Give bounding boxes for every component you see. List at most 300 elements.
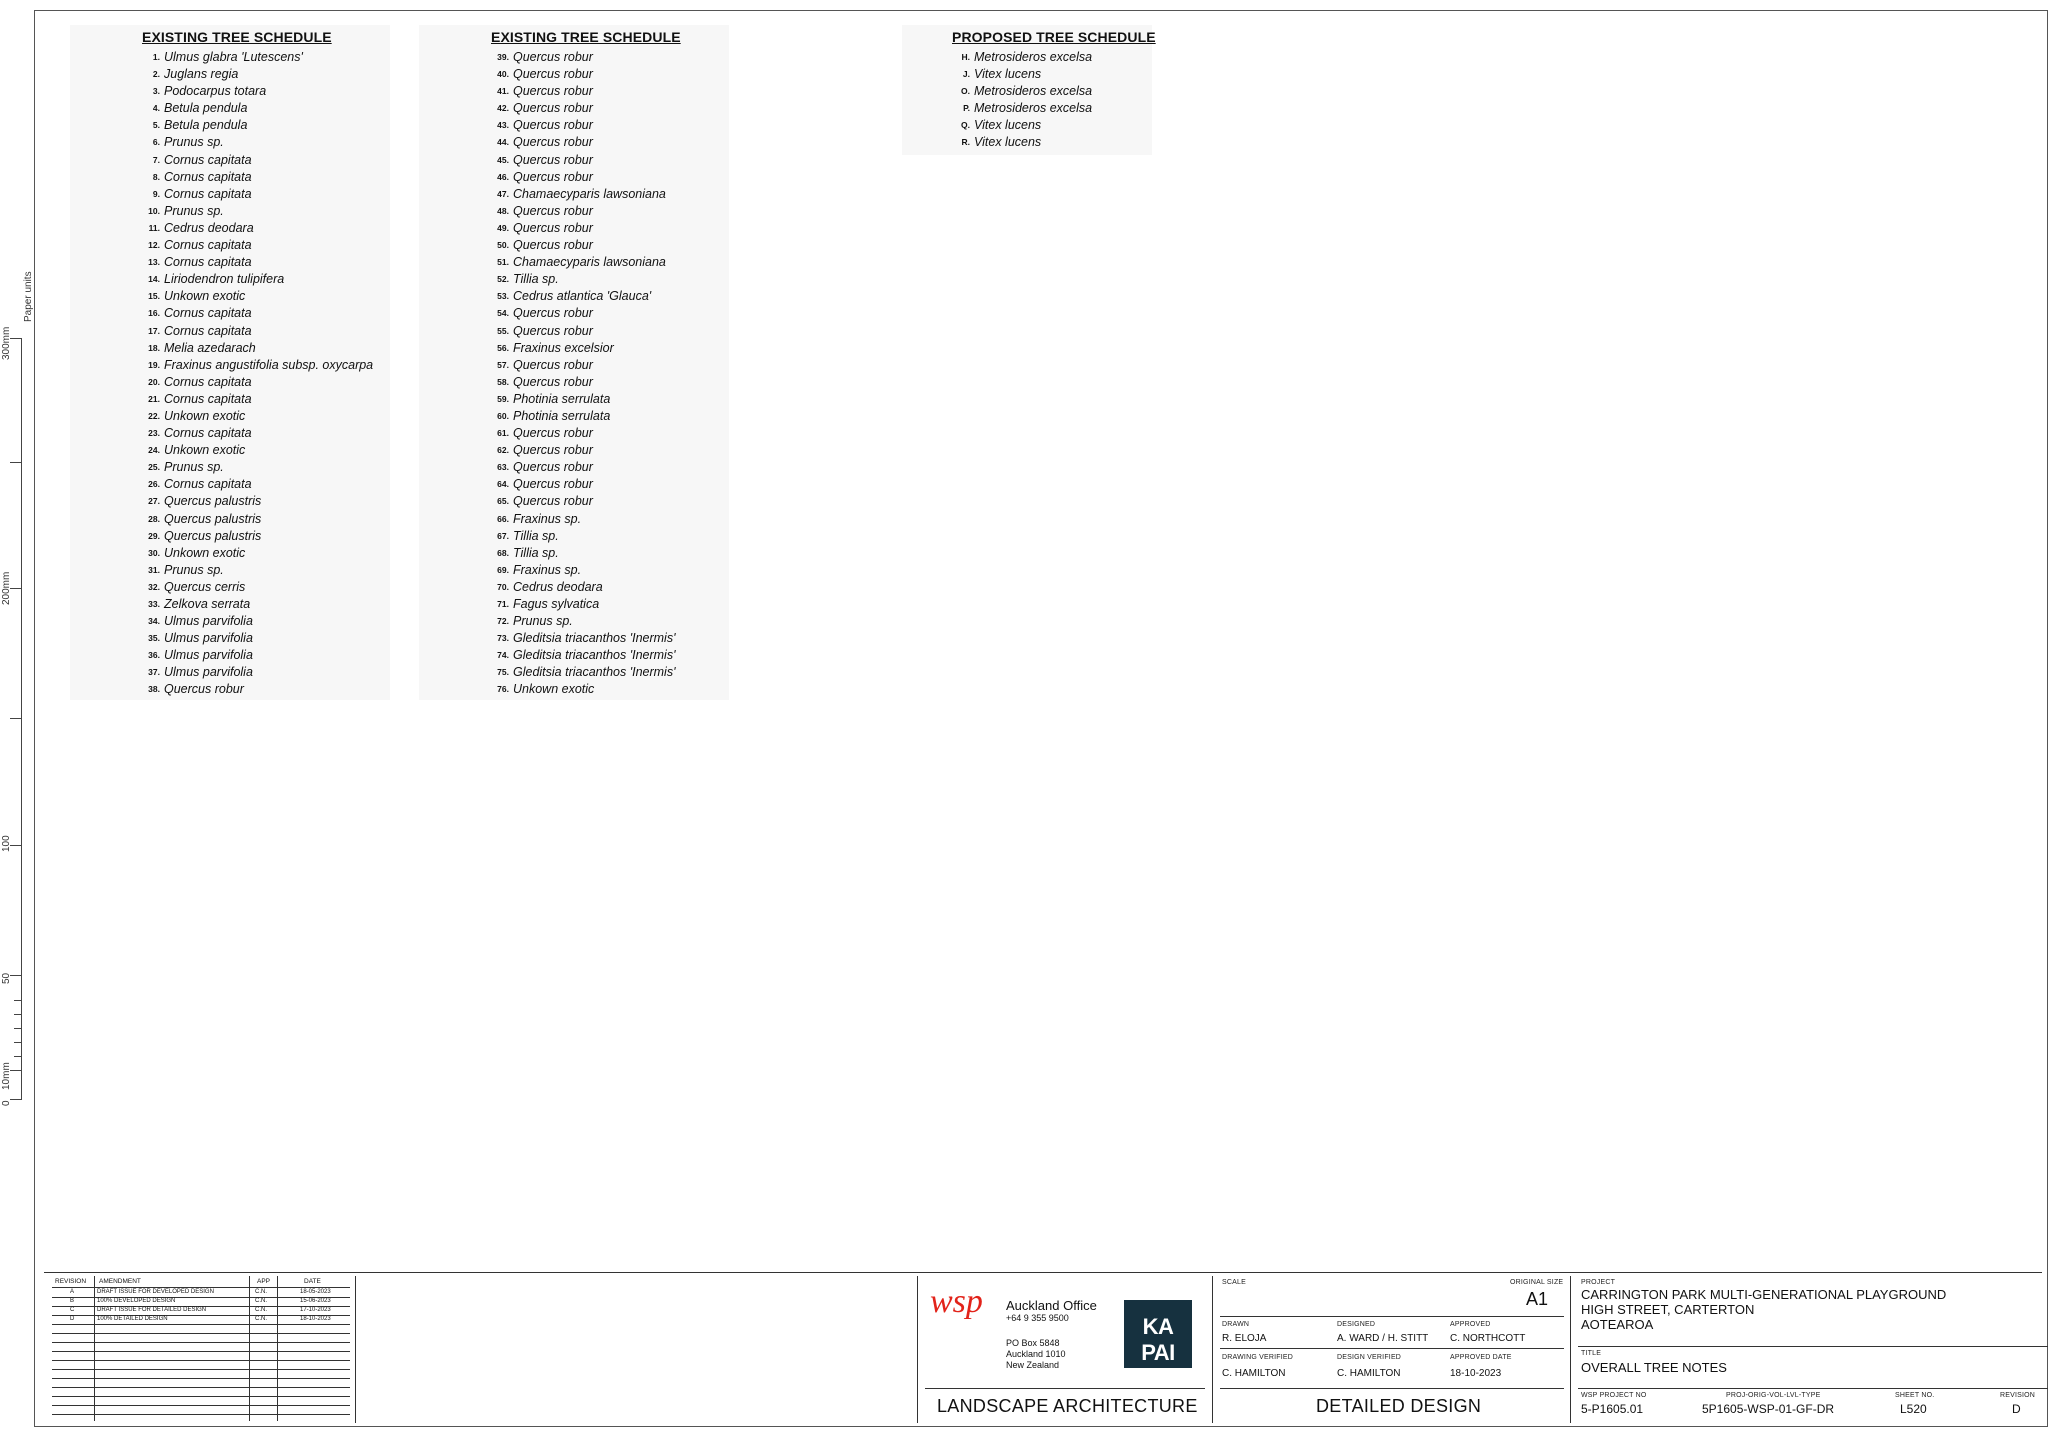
project-line-3: AOTEAROA	[1581, 1317, 1654, 1332]
species-name: Cornus capitata	[164, 152, 252, 167]
species-name: Quercus robur	[513, 135, 593, 150]
species-name: Quercus palustris	[164, 494, 262, 509]
schedule-item	[142, 511, 373, 528]
revision-row	[52, 1405, 350, 1415]
ruler-label-0: 0	[1, 1100, 12, 1106]
office-address-2: Auckland 1010	[1006, 1349, 1066, 1359]
schedule-item	[142, 134, 373, 151]
species-name: Cornus capitata	[164, 391, 252, 406]
item-number: 2.	[152, 69, 160, 80]
existing-tree-schedule-1	[142, 29, 373, 699]
item-number: 70.	[497, 581, 509, 592]
schedule-item	[491, 49, 681, 66]
revision-value: D	[2012, 1402, 2021, 1416]
species-name: Cedrus atlantica 'Glauca'	[513, 289, 652, 304]
item-number: 43.	[497, 120, 509, 131]
schedule-item	[142, 528, 373, 545]
item-number: 9.	[152, 188, 160, 199]
schedule-item	[142, 391, 373, 408]
designed-label: DESIGNED	[1337, 1321, 1376, 1328]
office-address-3: New Zealand	[1006, 1360, 1060, 1370]
schedule-item	[491, 83, 681, 100]
item-number: 52.	[497, 274, 509, 285]
schedule-item	[142, 49, 373, 66]
item-number: 67.	[497, 530, 509, 541]
species-name: Tillia sp.	[513, 545, 559, 560]
schedule-item	[491, 442, 681, 459]
schedule-item	[491, 613, 681, 630]
schedule-item	[142, 476, 373, 493]
species-name: Juglans regia	[164, 67, 239, 82]
species-name: Quercus robur	[513, 357, 593, 372]
revision-label: REVISION	[2000, 1392, 2036, 1399]
species-name: Quercus robur	[513, 238, 593, 253]
schedule-item	[491, 681, 681, 698]
species-name: Metrosideros excelsa	[974, 101, 1093, 116]
drawing-verified-value: C. HAMILTON	[1222, 1368, 1286, 1379]
species-name: Quercus robur	[513, 118, 593, 133]
revision-cell-app: C.N.	[255, 1307, 267, 1313]
kapai-carterton-logo	[1124, 1300, 1192, 1377]
species-name: Quercus cerris	[164, 579, 246, 594]
species-name: Chamaecyparis lawsoniana	[513, 186, 666, 201]
species-name: Quercus robur	[513, 101, 593, 116]
item-number: 27.	[148, 496, 160, 507]
schedule-item	[142, 664, 373, 681]
species-name: Cornus capitata	[164, 323, 252, 338]
item-number: 35.	[148, 633, 160, 644]
species-name: Cornus capitata	[164, 186, 252, 201]
species-name: Quercus robur	[513, 426, 593, 441]
item-number: 73.	[497, 633, 509, 644]
proposed-tree-schedule	[952, 29, 1156, 152]
schedule-item	[952, 117, 1156, 134]
species-name: Quercus robur	[513, 443, 593, 458]
species-name: Photinia serrulata	[513, 391, 611, 406]
schedule-item	[491, 579, 681, 596]
species-name: Quercus robur	[513, 152, 593, 167]
item-number: 23.	[148, 428, 160, 439]
item-number: 40.	[497, 69, 509, 80]
schedule-item	[491, 220, 681, 237]
item-number: 36.	[148, 650, 160, 661]
item-number: 47.	[497, 188, 509, 199]
schedule-item	[491, 647, 681, 664]
item-number: 64.	[497, 479, 509, 490]
schedule-item	[952, 49, 1156, 66]
schedule-item	[142, 408, 373, 425]
schedule-item	[142, 459, 373, 476]
species-name: Metrosideros excelsa	[974, 50, 1093, 64]
species-name: Prunus sp.	[513, 614, 573, 629]
item-number: 48.	[497, 205, 509, 216]
species-name: Unkown exotic	[164, 545, 246, 560]
title-label: TITLE	[1581, 1350, 1602, 1357]
revision-cell-amend: DRAFT ISSUE FOR DEVELOPED DESIGN	[97, 1289, 214, 1295]
item-number: 8.	[152, 171, 160, 182]
revision-cell-date: 17-10-2023	[300, 1307, 331, 1313]
item-number: 75.	[497, 667, 509, 678]
item-number: 61.	[497, 428, 509, 439]
species-name: Tillia sp.	[513, 528, 559, 543]
schedule-item	[142, 66, 373, 83]
scale-label: SCALE	[1222, 1279, 1246, 1286]
species-name: Quercus robur	[513, 220, 593, 235]
drawn-value: R. ELOJA	[1222, 1333, 1267, 1344]
schedule-item	[142, 647, 373, 664]
item-number: 16.	[148, 308, 160, 319]
schedule-item	[491, 630, 681, 647]
titleblock-top-line	[44, 1272, 2042, 1273]
species-name: Unkown exotic	[164, 408, 246, 423]
revision-cell-app: C.N.	[255, 1316, 267, 1322]
carterton-logo-text: CARTERTON	[1129, 1367, 1187, 1377]
ruler-axis	[21, 338, 22, 1100]
schedule-item	[491, 357, 681, 374]
schedule-item	[142, 630, 373, 647]
schedule-item	[491, 134, 681, 151]
schedule-item	[491, 408, 681, 425]
species-name: Prunus sp.	[164, 203, 224, 218]
svg-text:wsp: wsp	[930, 1288, 983, 1320]
drawn-label: DRAWN	[1222, 1321, 1250, 1328]
approved-date-value: 18-10-2023	[1450, 1368, 1502, 1379]
item-number: 37.	[148, 667, 160, 678]
item-number: 31.	[148, 564, 160, 575]
ruler-label-200: 200mm	[1, 571, 12, 605]
revision-cell-rev: B	[70, 1298, 75, 1304]
revision-cell-date: 18-10-2023	[300, 1316, 331, 1322]
species-name: Quercus robur	[513, 494, 593, 509]
revision-cell-amend: 100% DEVELOPED DESIGN	[97, 1298, 176, 1304]
schedule-title: EXISTING TREE SCHEDULE	[142, 29, 332, 45]
species-name: Quercus robur	[513, 460, 593, 475]
species-name: Quercus palustris	[164, 511, 262, 526]
drawing-code: 5P1605-WSP-01-GF-DR	[1702, 1402, 1835, 1416]
schedule-item	[491, 511, 681, 528]
species-name: Cornus capitata	[164, 477, 252, 492]
species-name: Quercus robur	[513, 203, 593, 218]
schedule-item	[142, 545, 373, 562]
schedule-item	[491, 117, 681, 134]
species-name: Ulmus parvifolia	[164, 631, 253, 646]
species-name: Betula pendula	[164, 101, 248, 116]
species-name: Ulmus parvifolia	[164, 614, 253, 629]
species-name: Fraxinus excelsior	[513, 340, 614, 355]
schedule-item	[491, 528, 681, 545]
schedule-item	[491, 271, 681, 288]
species-name: Quercus robur	[513, 169, 593, 184]
schedule-item	[142, 340, 373, 357]
revision-header: REVISION	[55, 1278, 87, 1285]
item-number: 55.	[497, 325, 509, 336]
item-number: 1.	[152, 52, 160, 62]
schedule-item	[142, 152, 373, 169]
species-name: Quercus robur	[513, 374, 593, 389]
wsp-project-no-label: WSP PROJECT NO	[1581, 1392, 1647, 1399]
item-number: 33.	[148, 599, 160, 609]
species-name: Liriodendron tulipifera	[164, 272, 285, 287]
schedule-item	[142, 117, 373, 134]
schedule-item	[952, 100, 1156, 117]
item-number: 62.	[497, 445, 509, 456]
wsp-logo-mark	[930, 1288, 1002, 1324]
item-number: 57.	[497, 359, 509, 370]
titleblock-rule	[1578, 1346, 2048, 1347]
species-name: Photinia serrulata	[513, 408, 611, 423]
titleblock-divider	[1212, 1276, 1213, 1423]
schedule-item	[491, 186, 681, 203]
schedule-list	[142, 49, 373, 699]
item-number: 38.	[148, 684, 160, 695]
item-number: 26.	[148, 479, 160, 490]
item-number: 17.	[148, 325, 160, 336]
item-number: 34.	[148, 616, 160, 627]
schedule-item	[142, 186, 373, 203]
item-number: 51.	[497, 257, 509, 268]
app-header: APP	[257, 1278, 271, 1285]
schedule-title: PROPOSED TREE SCHEDULE	[952, 29, 1156, 45]
item-number: 10.	[148, 205, 160, 216]
item-number: 46.	[497, 171, 509, 182]
species-name: Prunus sp.	[164, 562, 224, 577]
schedule-item	[142, 562, 373, 579]
item-number: 19.	[148, 359, 160, 370]
item-number: 44.	[497, 137, 509, 148]
species-name: Vitex lucens	[974, 67, 1042, 82]
schedule-item	[491, 305, 681, 322]
species-name: Gleditsia triacanthos 'Inermis'	[513, 648, 676, 663]
titleblock-rule	[1220, 1388, 1564, 1389]
item-number: Q.	[961, 120, 970, 131]
species-name: Melia azedarach	[164, 340, 256, 355]
species-name: Fraxinus sp.	[513, 511, 582, 526]
schedule-item	[491, 100, 681, 117]
design-verified-label: DESIGN VERIFIED	[1337, 1354, 1402, 1361]
ruler-tick	[10, 718, 22, 719]
item-number: 11.	[148, 222, 160, 233]
species-name: Prunus sp.	[164, 460, 224, 475]
species-name: Tillia sp.	[513, 272, 559, 287]
schedule-item	[142, 254, 373, 271]
species-name: Cornus capitata	[164, 255, 252, 270]
item-number: 45.	[497, 154, 509, 165]
item-number: 14.	[148, 274, 160, 285]
schedule-item	[952, 83, 1156, 100]
office-phone: +64 9 355 9500	[1006, 1313, 1069, 1323]
item-number: 42.	[497, 103, 509, 114]
schedule-item	[142, 613, 373, 630]
discipline: LANDSCAPE ARCHITECTURE	[937, 1396, 1198, 1416]
species-name: Unkown exotic	[164, 289, 246, 304]
item-number: 69.	[497, 564, 509, 575]
species-name: Betula pendula	[164, 118, 248, 133]
ruler-tick	[10, 462, 22, 463]
species-name: Ulmus parvifolia	[164, 648, 253, 663]
species-name: Gleditsia triacanthos 'Inermis'	[513, 665, 676, 680]
schedule-item	[491, 476, 681, 493]
revision-cell-rev: C	[70, 1307, 75, 1313]
species-name: Quercus robur	[513, 323, 593, 338]
schedule-item	[491, 66, 681, 83]
species-name: Quercus robur	[513, 477, 593, 492]
schedule-item	[142, 271, 373, 288]
item-number: 68.	[497, 547, 509, 558]
wsp-logo	[930, 1288, 1002, 1329]
schedule-item	[491, 203, 681, 220]
original-size: A1	[1526, 1289, 1549, 1309]
design-verified-value: C. HAMILTON	[1337, 1368, 1401, 1379]
item-number: 6.	[152, 137, 160, 148]
schedule-list	[952, 49, 1156, 152]
species-name: Quercus robur	[513, 84, 593, 99]
item-number: 13.	[148, 257, 160, 268]
species-name: Ulmus parvifolia	[164, 665, 253, 680]
item-number: J.	[962, 69, 970, 80]
schedule-item	[491, 169, 681, 186]
drawing-verified-label: DRAWING VERIFIED	[1222, 1354, 1293, 1361]
revision-cell-amend: DRAFT ISSUE FOR DETAILED DESIGN	[97, 1307, 207, 1313]
species-name: Cornus capitata	[164, 426, 252, 441]
titleblock-rule	[925, 1388, 1205, 1389]
item-number: 41.	[497, 86, 509, 97]
species-name: Cedrus deodara	[513, 579, 603, 594]
item-number: 76.	[497, 684, 509, 695]
schedule-item	[491, 459, 681, 476]
titleblock-rule	[1578, 1388, 2048, 1389]
item-number: 15.	[148, 291, 160, 302]
schedule-item	[142, 237, 373, 254]
schedule-item	[491, 254, 681, 271]
item-number: 12.	[148, 240, 160, 251]
titleblock-rule	[1220, 1348, 1564, 1349]
revision-cell-amend: 100% DETAILED DESIGN	[97, 1316, 168, 1322]
item-number: H.	[961, 52, 970, 62]
item-number: 49.	[497, 222, 509, 233]
item-number: 21.	[148, 393, 160, 404]
schedule-item	[142, 169, 373, 186]
item-number: 32.	[148, 581, 160, 592]
revision-cell-date: 18-05-2023	[300, 1289, 331, 1295]
titleblock-divider	[917, 1276, 918, 1423]
kapai-logo-text: KA PAI	[1141, 1314, 1175, 1365]
schedule-item	[491, 152, 681, 169]
schedule-item	[142, 305, 373, 322]
species-name: Unkown exotic	[513, 682, 595, 697]
designed-value: A. WARD / H. STITT	[1337, 1333, 1429, 1344]
schedule-item	[142, 425, 373, 442]
approved-date-label: APPROVED DATE	[1450, 1354, 1512, 1361]
schedule-title: EXISTING TREE SCHEDULE	[491, 29, 681, 45]
item-number: 4.	[152, 103, 160, 114]
item-number: 28.	[148, 513, 160, 524]
item-number: 24.	[148, 445, 160, 456]
species-name: Zelkova serrata	[164, 597, 251, 611]
species-name: Fraxinus angustifolia subsp. oxycarpa	[164, 357, 374, 372]
species-name: Gleditsia triacanthos 'Inermis'	[513, 631, 676, 646]
species-name: Chamaecyparis lawsoniana	[513, 255, 666, 270]
item-number: 20.	[148, 376, 160, 387]
item-number: 65.	[497, 496, 509, 507]
schedule-item	[142, 288, 373, 305]
species-name: Cedrus deodara	[164, 220, 254, 235]
species-name: Cornus capitata	[164, 238, 252, 253]
species-name: Cornus capitata	[164, 306, 252, 321]
code-label: PROJ-ORIG-VOL-LVL-TYPE	[1726, 1392, 1821, 1399]
item-number: 3.	[152, 86, 160, 97]
schedule-item	[142, 83, 373, 100]
schedule-item	[142, 374, 373, 391]
item-number: 74.	[497, 650, 509, 661]
schedule-item	[491, 374, 681, 391]
schedule-item	[491, 493, 681, 510]
item-number: 25.	[148, 462, 160, 473]
schedule-item	[491, 237, 681, 254]
item-number: 72.	[497, 616, 509, 627]
species-name: Cornus capitata	[164, 169, 252, 184]
project-label: PROJECT	[1581, 1279, 1616, 1286]
ruler-label-100: 100	[1, 835, 12, 852]
schedule-item	[142, 442, 373, 459]
schedule-item	[142, 203, 373, 220]
item-number: 7.	[152, 154, 160, 165]
item-number: 5.	[152, 120, 160, 131]
revision-cell-rev: A	[70, 1289, 75, 1295]
schedule-list	[491, 49, 681, 699]
item-number: 39.	[497, 52, 509, 62]
species-name: Prunus sp.	[164, 135, 224, 150]
revision-cell-rev: D	[70, 1316, 75, 1322]
species-name: Podocarpus totara	[164, 84, 267, 99]
approved-label: APPROVED	[1450, 1321, 1491, 1328]
item-number: 63.	[497, 462, 509, 473]
titleblock-rule	[1220, 1316, 1564, 1317]
schedule-item	[142, 493, 373, 510]
item-number: 56.	[497, 342, 509, 353]
ruler-tick	[14, 1014, 22, 1015]
schedule-item	[142, 323, 373, 340]
amendment-header: AMENDMENT	[99, 1278, 141, 1285]
schedule-item	[491, 391, 681, 408]
item-number: 71.	[497, 599, 509, 609]
schedule-item	[491, 545, 681, 562]
item-number: R.	[961, 137, 970, 148]
ruler-tick	[14, 1000, 22, 1001]
ruler-tick	[14, 1056, 22, 1057]
species-name: Vitex lucens	[974, 118, 1042, 133]
original-size-label: ORIGINAL SIZE	[1510, 1279, 1564, 1286]
schedule-item	[491, 340, 681, 357]
ruler-label-10mm: 10mm	[1, 1062, 12, 1090]
office-address-1: PO Box 5848	[1006, 1338, 1060, 1348]
species-name: Vitex lucens	[974, 135, 1042, 150]
revision-cell-date: 15-06-2023	[300, 1298, 331, 1304]
schedule-item	[142, 579, 373, 596]
titleblock-divider	[355, 1276, 356, 1423]
species-name: Quercus robur	[513, 306, 593, 321]
drawing-title: OVERALL TREE NOTES	[1581, 1360, 1727, 1375]
schedule-item	[491, 425, 681, 442]
sheet-no-label: SHEET NO.	[1895, 1392, 1935, 1399]
species-name: Quercus palustris	[164, 528, 262, 543]
species-name: Quercus robur	[513, 67, 593, 82]
schedule-item	[491, 288, 681, 305]
revision-cell-app: C.N.	[255, 1289, 267, 1295]
scale-ruler	[0, 271, 34, 1106]
item-number: P.	[963, 103, 970, 114]
schedule-item	[491, 323, 681, 340]
schedule-item	[142, 220, 373, 237]
